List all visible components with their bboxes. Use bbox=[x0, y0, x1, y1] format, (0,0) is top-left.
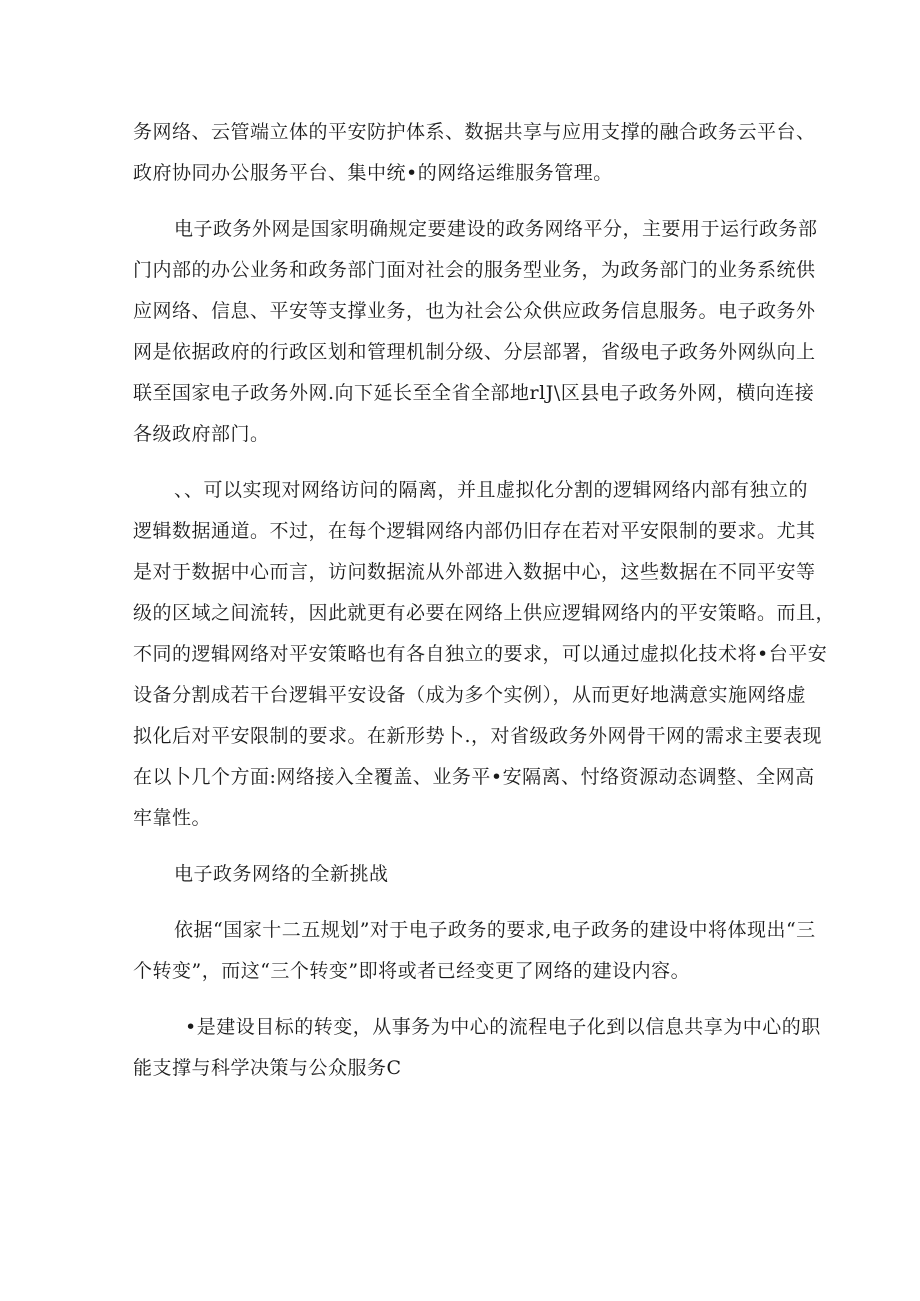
text-line: 政府协同办公服务平台、集中统•的网络运维服务管理。 bbox=[133, 162, 613, 184]
text-line: 电子政务外网是国家明确规定要建设的政务网络平分，主要用于运行政务部 bbox=[174, 218, 818, 240]
text-line: 在以卜几个方面:网络接入全覆盖、业务平•安隔离、忖络资源动态调整、全网高 bbox=[133, 766, 815, 788]
text-line: 应网络、信息、平安等支撑业务，也为社会公众供应政务信息服务。电子政务外 bbox=[133, 300, 816, 322]
text-line: 逻辑数据通道。不过，在每个逻辑网络内部仍旧存在若对平安限制的要求。尤其 bbox=[133, 520, 816, 542]
text-line: 牢靠性。 bbox=[133, 807, 212, 829]
text-line: 拟化后对平安限制的要求。在新形势卜.，对省级政务外网骨干网的需求主要表现 bbox=[133, 725, 823, 747]
section-heading: 电子政务网络的全新挑战 bbox=[174, 863, 389, 885]
paragraph-4 bbox=[133, 910, 816, 992]
text-line: 不同的逻辑网络对平安策略也有各自独立的要求，可以通过虚拟化技术将•台平安 bbox=[133, 643, 828, 665]
text-line: 联至国家电子政务外网.向下延长至全省全部地rlJ\区县电子政务外网，横向连接 bbox=[133, 382, 815, 404]
text-line: •是建设目标的转变，从事务为中心的流程电子化到以信息共享为中心的职 bbox=[185, 1016, 821, 1038]
text-line: 门内部的办公业务和政务部门面对社会的服务型业务，为政务部门的业务系统供 bbox=[133, 259, 816, 281]
paragraph-2 bbox=[133, 209, 818, 455]
text-line: 各级政府部门。 bbox=[133, 423, 270, 445]
paragraph-3 bbox=[133, 470, 836, 839]
paragraph-1 bbox=[133, 112, 816, 194]
text-line: 能支撑与科学决策与公众服务C bbox=[133, 1057, 402, 1079]
text-line: 、、可以实现对网络访问的隔离，并且虚拟化分割的逻辑网络内部有独立的 bbox=[174, 479, 809, 501]
text-line: 依据“国家十二五规划”对于电子政务的要求,电子政务的建设中将体现出“三 bbox=[174, 919, 816, 941]
text-line: 网是依据政府的行政区划和管理机制分级、分层部署，省级电子政务外网纵向上 bbox=[133, 341, 816, 363]
text-line: 务网络、云管端立体的平安防护体系、数据共享与应用支撑的融合政务云平台、 bbox=[133, 121, 816, 143]
text-line: 个转变”，而这“三个转变”即将或者已经变更了网络的建设内容。 bbox=[133, 960, 691, 982]
text-line: 是对于数据中心而言，访问数据流从外部进入数据中心，这些数据在不同平安等 bbox=[133, 561, 816, 583]
document-body bbox=[133, 112, 836, 1089]
text-line: 设备分割成若干台逻辑平安设备（成为多个实例），从而更好地满意实施网络虚 bbox=[133, 684, 807, 706]
paragraph-5 bbox=[133, 1007, 821, 1089]
text-line: 级的区域之间流转，因此就更有必要在网络上供应逻辑网络内的平安策略。而且， bbox=[133, 602, 836, 624]
